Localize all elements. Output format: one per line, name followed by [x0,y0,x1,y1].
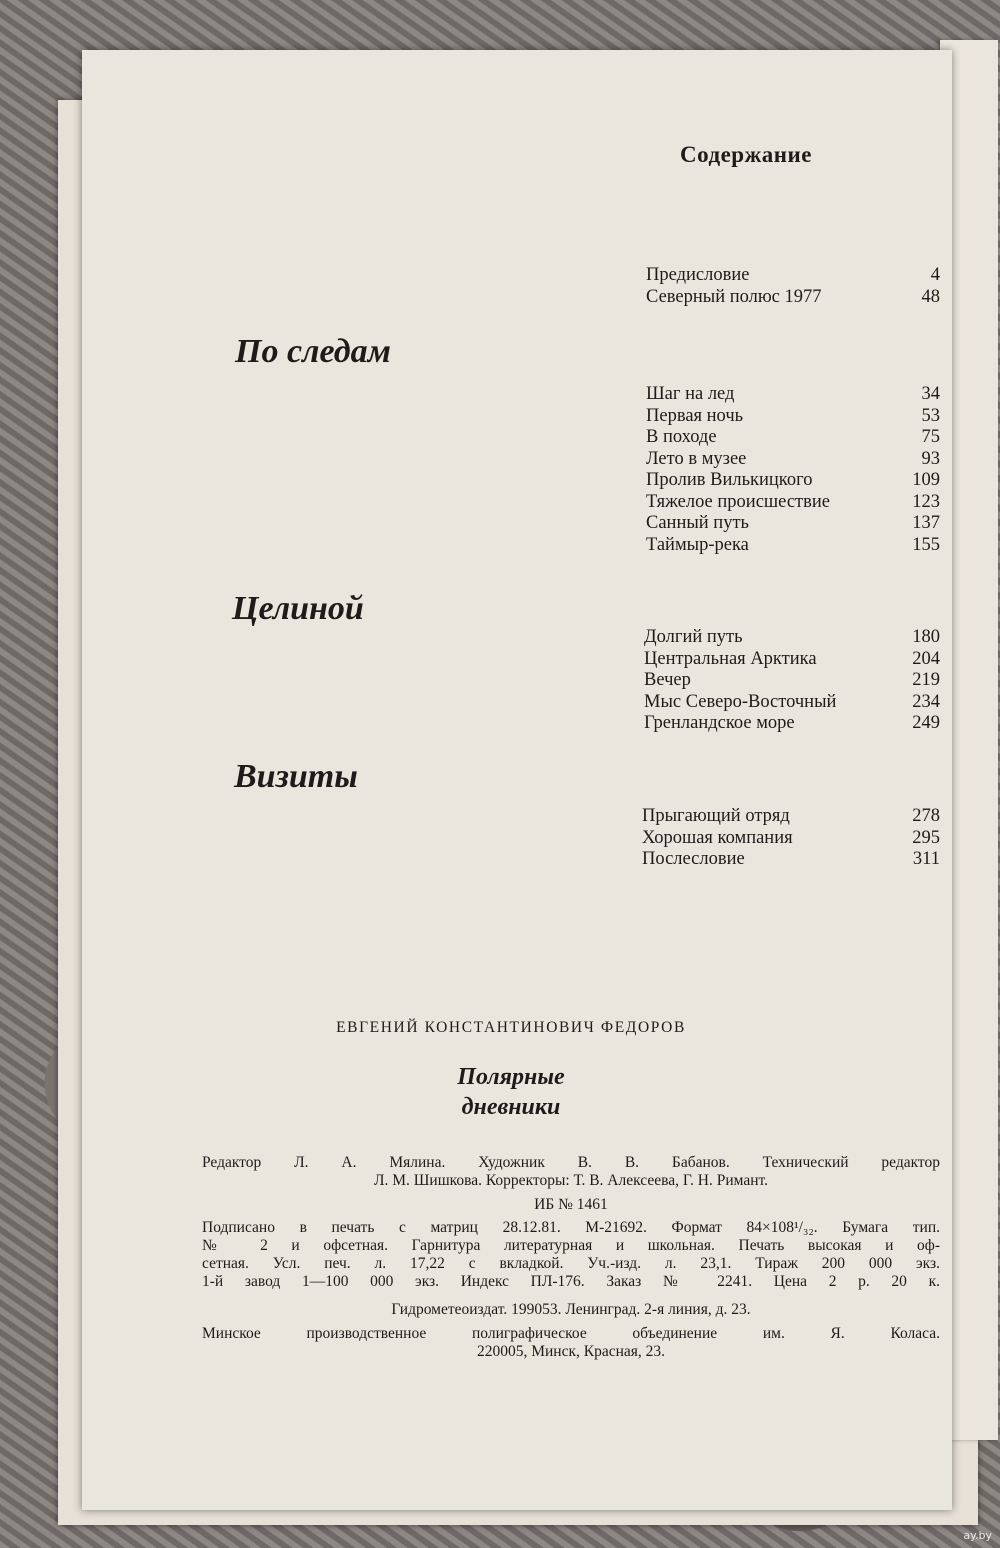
toc-entry-title: Вечер [644,670,691,690]
toc-entry-page: 53 [921,405,940,426]
toc-entry-title: Тяжелое происшествие [646,491,830,512]
toc-entry [82,449,940,471]
toc-entry-title: Санный путь [646,513,749,533]
imprint-line: сетная. Усл. печ. л. 17,22 с вкладкой. Уч.-изд. л. 23,1. Тираж 200 000 экз. [202,1255,940,1272]
toc-entry [82,535,940,557]
toc-entry-page: 278 [912,806,940,826]
toc-entry [82,692,940,714]
toc-entry-page: 137 [912,513,940,533]
toc-section-list [82,384,940,556]
toc-entry-title: Гренландское море [644,713,795,733]
book-page [82,50,952,1510]
toc-entry [82,806,940,828]
toc-entry-page: 249 [912,713,940,733]
toc-entry-page: 219 [912,670,940,690]
section-heading: Визиты [234,758,358,795]
toc-entry [82,287,940,309]
toc-entry [82,649,940,671]
imprint-publisher: Гидрометеоиздат. 199053. Ленинград. 2-я линия, д. 23. [391,1301,751,1318]
toc-entry [82,627,940,649]
toc-entry-page: 109 [912,470,940,490]
toc-entry-title: Центральная Арктика [644,648,817,669]
toc-entry-page: 311 [912,849,940,869]
toc-entry [82,406,940,428]
toc-entry [82,828,940,850]
imprint-print-details [202,1219,940,1291]
toc-entry [82,713,940,735]
imprint-line: Л. М. Шишкова. Корректоры: Т. В. Алексеева, Г. Н. Римант. [373,1172,769,1189]
toc-entry-title: В походе [646,427,717,447]
ib-number: ИБ № 1461 [534,1196,608,1213]
toc-entry-title: Мыс Северо-Восточный [644,691,837,712]
toc-entry-title: Первая ночь [646,405,744,426]
toc-entry [82,670,940,692]
toc-entry [82,492,940,514]
toc-entry-page: 48 [921,286,940,307]
toc-entry [82,470,940,492]
toc-entry-page: 34 [921,384,940,404]
toc-entry [82,427,940,449]
toc-entry-title: Таймыр-река [646,534,749,555]
imprint-line: Подписано в печать с матриц 28.12.81. М-21692. Формат 84×108¹/₃₂. Бумага тип. [202,1219,940,1236]
toc-entry-title: Хорошая компания [642,827,793,848]
toc-entry-title: Прыгающий отряд [642,806,790,826]
book-title-line: Полярные [457,1064,565,1090]
toc-entry-title: Долгий путь [644,627,743,647]
toc-entry-page: 75 [921,427,940,447]
toc-entry [82,849,940,871]
toc-title: Содержание [680,142,812,167]
toc-entry-page: 4 [930,265,940,285]
toc-intro-list [82,265,940,308]
toc-entry-page: 123 [912,491,940,512]
toc-entry [82,513,940,535]
section-heading: По следам [235,333,391,370]
imprint-line: № 2 и офсетная. Гарнитура литературная и школьная. Печать высокая и оф- [202,1237,940,1254]
imprint-line: 220005, Минск, Красная, 23. [476,1343,666,1360]
imprint-line: 1-й завод 1—100 000 экз. Индекс ПЛ-176. Заказ № 2241. Цена 2 р. 20 к. [202,1273,940,1290]
toc-section-list [82,806,940,871]
toc-entry-page: 155 [912,534,940,555]
imprint-printer [202,1325,940,1361]
imprint-line: Минское производственное полиграфическое объединение им. Я. Коласа. [202,1325,940,1342]
toc-entry-page: 295 [912,827,940,848]
book-title-line: дневники [461,1094,561,1120]
imprint-credits [202,1154,940,1190]
toc-entry-title: Шаг на лед [646,384,735,404]
book-title [82,1062,940,1122]
toc-entry-page: 204 [912,648,940,669]
toc-entry [82,384,940,406]
toc-entry-page: 93 [921,448,940,469]
toc-section-list [82,627,940,735]
toc-entry-title: Северный полюс 1977 [646,286,822,307]
imprint-line: Редактор Л. А. Мялина. Художник В. В. Бабанов. Технический редактор [202,1154,940,1171]
toc-entry [82,265,940,287]
toc-entry-title: Лето в музее [646,448,747,469]
toc-entry-title: Предисловие [646,265,750,285]
toc-entry-title: Послесловие [642,849,745,869]
toc-entry-page: 234 [912,691,940,712]
section-heading: Целиной [232,590,364,627]
author-name: ЕВГЕНИЙ КОНСТАНТИНОВИЧ ФЕДОРОВ [336,1019,686,1036]
toc-entry-title: Пролив Вилькицкого [646,470,813,490]
toc-entry-page: 180 [912,627,940,647]
watermark: ay.by [963,1529,992,1542]
